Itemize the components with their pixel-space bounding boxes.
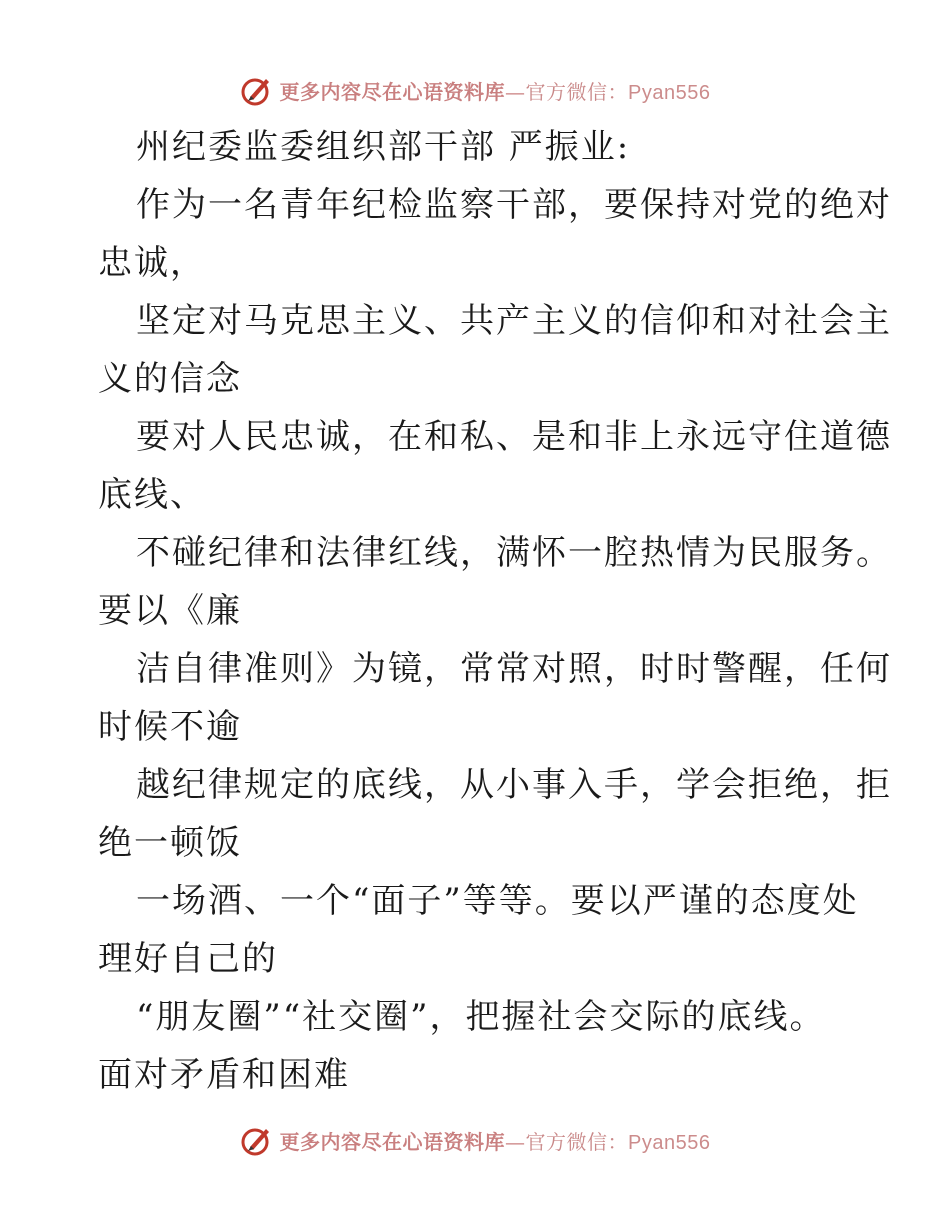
- text-line: 要以《廉: [98, 591, 242, 631]
- footer-watermark-banner: [0, 1120, 950, 1160]
- document-body: [98, 118, 892, 1104]
- footer-banner-separator: —: [505, 1129, 526, 1154]
- text-line: 一场酒、一个“面子”等等。要以严谨的态度处: [136, 881, 859, 921]
- text-line: 作为一名青年纪检监察干部，要保持对党的绝对: [136, 185, 892, 225]
- text-line: 面对矛盾和困难: [98, 1055, 350, 1095]
- quill-pen-logo-icon: [240, 1123, 274, 1157]
- text-line: 不碰纪律和法律红线，满怀一腔热情为民服务。: [136, 533, 892, 573]
- text-line: 绝一顿饭: [98, 823, 242, 863]
- header-wechat-id: Pyan556: [628, 81, 711, 104]
- footer-banner-text: [280, 1126, 711, 1155]
- text-line: 州纪委监委组织部干部 严振业:: [136, 127, 631, 167]
- header-banner-text: [280, 76, 711, 105]
- text-line: 洁自律准则》为镜，常常对照，时时警醒，任何: [136, 649, 892, 689]
- header-wechat-label: 官方微信：: [525, 79, 629, 104]
- text-line: 义的信念: [98, 359, 242, 399]
- text-line: 要对人民忠诚，在和私、是和非上永远守住道德: [136, 417, 892, 457]
- footer-banner-title: 更多内容尽在心语资料库: [279, 1129, 506, 1154]
- header-banner-separator: —: [505, 79, 526, 104]
- text-line: 底线、: [98, 475, 206, 515]
- text-line: 忠诚，: [98, 243, 206, 283]
- footer-wechat-label: 官方微信：: [525, 1129, 629, 1154]
- text-line: 坚定对马克思主义、共产主义的信仰和对社会主: [136, 301, 892, 341]
- text-line: “朋友圈”“社交圈”，把握社会交际的底线。: [136, 997, 826, 1037]
- header-banner-title: 更多内容尽在心语资料库: [279, 79, 506, 104]
- header-watermark-banner: [0, 70, 950, 110]
- text-line: 理好自己的: [98, 939, 278, 979]
- text-line: 越纪律规定的底线，从小事入手，学会拒绝，拒: [136, 765, 892, 805]
- footer-wechat-id: Pyan556: [628, 1131, 711, 1154]
- quill-pen-logo-icon: [240, 73, 274, 107]
- text-line: 时候不逾: [98, 707, 242, 747]
